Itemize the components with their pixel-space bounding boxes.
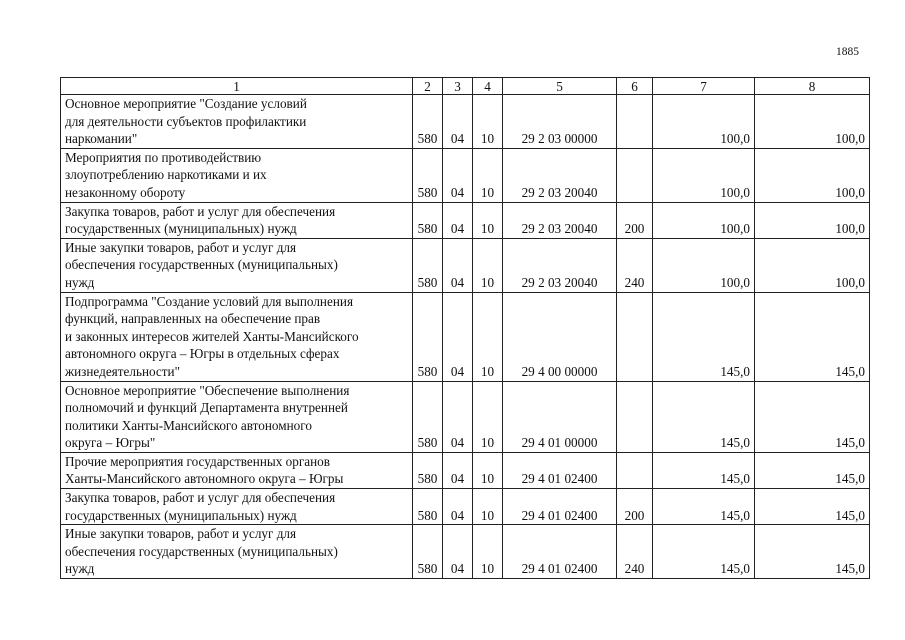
cell-section: 04: [443, 489, 473, 525]
cell-section: 04: [443, 95, 473, 149]
table-row: [61, 202, 870, 238]
cell-ministry: 580: [413, 452, 443, 488]
table-row: [61, 452, 870, 488]
cell-expense-type: 200: [617, 202, 653, 238]
budget-table: [60, 77, 870, 579]
cell-amount-7: 100,0: [653, 148, 755, 202]
cell-amount-7: 145,0: [653, 525, 755, 579]
cell-ministry: 580: [413, 489, 443, 525]
cell-section: 04: [443, 148, 473, 202]
cell-target-article: 29 4 00 00000: [503, 292, 617, 381]
row-name: Мероприятия по противодействию злоупотреблению наркотиками и их незаконному обороту: [61, 148, 413, 202]
cell-target-article: 29 4 01 02400: [503, 452, 617, 488]
cell-expense-type: [617, 381, 653, 452]
cell-subsection: 10: [473, 292, 503, 381]
cell-section: 04: [443, 452, 473, 488]
header-cell-4: 4: [473, 78, 503, 95]
cell-expense-type: 240: [617, 525, 653, 579]
row-name: Подпрограмма "Создание условий для выполнения функций, направленных на обеспечение прав и законных интересов жителей Ханты-Мансийского автономного округа – Югры в отдельных сферах жизнедеятельности": [61, 292, 413, 381]
cell-amount-8: 145,0: [755, 525, 870, 579]
row-name: Закупка товаров, работ и услуг для обеспечения государственных (муниципальных) нужд: [61, 489, 413, 525]
cell-ministry: 580: [413, 202, 443, 238]
table-row: [61, 292, 870, 381]
cell-expense-type: [617, 148, 653, 202]
header-cell-7: 7: [653, 78, 755, 95]
header-cell-6: 6: [617, 78, 653, 95]
cell-section: 04: [443, 292, 473, 381]
header-cell-1: 1: [61, 78, 413, 95]
cell-amount-8: 145,0: [755, 381, 870, 452]
cell-amount-8: 100,0: [755, 202, 870, 238]
cell-target-article: 29 4 01 02400: [503, 489, 617, 525]
cell-target-article: 29 4 01 02400: [503, 525, 617, 579]
row-name: Иные закупки товаров, работ и услуг для обеспечения государственных (муниципальных) нужд: [61, 525, 413, 579]
cell-amount-7: 100,0: [653, 238, 755, 292]
cell-amount-7: 100,0: [653, 95, 755, 149]
cell-target-article: 29 2 03 00000: [503, 95, 617, 149]
header-cell-3: 3: [443, 78, 473, 95]
cell-ministry: 580: [413, 238, 443, 292]
cell-amount-8: 145,0: [755, 452, 870, 488]
cell-target-article: 29 4 01 00000: [503, 381, 617, 452]
page-number: 1885: [836, 46, 859, 58]
cell-ministry: 580: [413, 292, 443, 381]
cell-subsection: 10: [473, 381, 503, 452]
cell-subsection: 10: [473, 489, 503, 525]
cell-section: 04: [443, 381, 473, 452]
cell-amount-7: 145,0: [653, 489, 755, 525]
cell-section: 04: [443, 238, 473, 292]
cell-subsection: 10: [473, 525, 503, 579]
cell-subsection: 10: [473, 95, 503, 149]
cell-expense-type: [617, 452, 653, 488]
cell-amount-7: 100,0: [653, 202, 755, 238]
cell-amount-8: 100,0: [755, 238, 870, 292]
row-name: Основное мероприятие "Обеспечение выполнения полномочий и функций Департамента внутренней политики Ханты-Мансийского автономного округа – Югры": [61, 381, 413, 452]
header-row: [61, 78, 870, 95]
table-row: [61, 238, 870, 292]
cell-ministry: 580: [413, 95, 443, 149]
cell-expense-type: [617, 95, 653, 149]
row-name: Закупка товаров, работ и услуг для обеспечения государственных (муниципальных) нужд: [61, 202, 413, 238]
cell-expense-type: [617, 292, 653, 381]
row-name: Прочие мероприятия государственных органов Ханты-Мансийского автономного округа – Югры: [61, 452, 413, 488]
header-cell-2: 2: [413, 78, 443, 95]
cell-section: 04: [443, 525, 473, 579]
table-row: [61, 525, 870, 579]
cell-amount-7: 145,0: [653, 292, 755, 381]
cell-target-article: 29 2 03 20040: [503, 238, 617, 292]
cell-amount-8: 145,0: [755, 292, 870, 381]
cell-subsection: 10: [473, 148, 503, 202]
cell-amount-8: 145,0: [755, 489, 870, 525]
cell-ministry: 580: [413, 148, 443, 202]
cell-expense-type: 200: [617, 489, 653, 525]
cell-section: 04: [443, 202, 473, 238]
cell-ministry: 580: [413, 381, 443, 452]
row-name: Иные закупки товаров, работ и услуг для обеспечения государственных (муниципальных) нужд: [61, 238, 413, 292]
cell-subsection: 10: [473, 238, 503, 292]
cell-target-article: 29 2 03 20040: [503, 202, 617, 238]
header-cell-8: 8: [755, 78, 870, 95]
header-cell-5: 5: [503, 78, 617, 95]
table-row: [61, 95, 870, 149]
table-row: [61, 489, 870, 525]
cell-amount-8: 100,0: [755, 148, 870, 202]
cell-subsection: 10: [473, 452, 503, 488]
cell-ministry: 580: [413, 525, 443, 579]
cell-target-article: 29 2 03 20040: [503, 148, 617, 202]
table-row: [61, 381, 870, 452]
cell-expense-type: 240: [617, 238, 653, 292]
row-name: Основное мероприятие "Создание условий для деятельности субъектов профилактики наркомании": [61, 95, 413, 149]
cell-amount-8: 100,0: [755, 95, 870, 149]
table-row: [61, 148, 870, 202]
cell-amount-7: 145,0: [653, 381, 755, 452]
cell-amount-7: 145,0: [653, 452, 755, 488]
cell-subsection: 10: [473, 202, 503, 238]
